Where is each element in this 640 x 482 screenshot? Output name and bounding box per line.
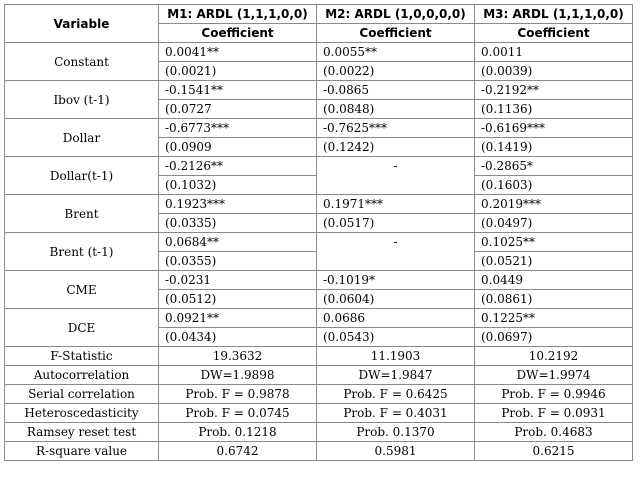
coefficient-value: -0.7625*** [317, 119, 475, 138]
coefficient-value: -0.2126** [159, 157, 317, 176]
diagnostic-value: 0.6742 [159, 442, 317, 461]
diagnostic-value: Prob. 0.1218 [159, 423, 317, 442]
coefficient-value: -0.0231 [159, 271, 317, 290]
standard-error-value: (0.0604) [317, 290, 475, 309]
diagnostic-value: 0.6215 [475, 442, 633, 461]
variable-name: Brent [5, 195, 159, 233]
model-header: M2: ARDL (1,0,0,0,0) [317, 5, 475, 24]
standard-error-value: (0.1419) [475, 138, 633, 157]
standard-error-value: (0.0861) [475, 290, 633, 309]
coefficient-row [5, 157, 633, 176]
diagnostic-value: DW=1.9974 [475, 366, 633, 385]
diagnostic-row [5, 442, 633, 461]
standard-error-value: (0.1603) [475, 176, 633, 195]
coefficient-row [5, 233, 633, 252]
standard-error-value: (0.0521) [475, 252, 633, 271]
standard-error-value: (0.0022) [317, 62, 475, 81]
variable-header: Variable [5, 5, 159, 43]
diagnostic-name: F-Statistic [5, 347, 159, 366]
diagnostic-name: R-square value [5, 442, 159, 461]
coefficient-value: 0.0449 [475, 271, 633, 290]
table-body [5, 43, 633, 461]
coefficient-value: -0.6169*** [475, 119, 633, 138]
diagnostic-row [5, 347, 633, 366]
variable-name: Ibov (t-1) [5, 81, 159, 119]
standard-error-value: (0.1136) [475, 100, 633, 119]
diagnostic-row [5, 366, 633, 385]
standard-error-value: (0.0497) [475, 214, 633, 233]
coefficient-value: -0.2865* [475, 157, 633, 176]
variable-name: Constant [5, 43, 159, 81]
standard-error-value: (0.0543) [317, 328, 475, 347]
diagnostic-value: Prob. 0.4683 [475, 423, 633, 442]
diagnostic-value: Prob. F = 0.6425 [317, 385, 475, 404]
diagnostic-value: 11.1903 [317, 347, 475, 366]
coefficient-header: Coefficient [317, 24, 475, 43]
diagnostic-value: Prob. F = 0.9946 [475, 385, 633, 404]
coefficient-header: Coefficient [159, 24, 317, 43]
coefficient-value: 0.2019*** [475, 195, 633, 214]
standard-error-value [317, 176, 475, 195]
diagnostic-name: Autocorrelation [5, 366, 159, 385]
standard-error-value: (0.0434) [159, 328, 317, 347]
coefficient-value: 0.1225** [475, 309, 633, 328]
header-row-models [5, 5, 633, 24]
diagnostic-value: Prob. 0.1370 [317, 423, 475, 442]
diagnostic-value: 0.5981 [317, 442, 475, 461]
coefficient-value: 0.0921** [159, 309, 317, 328]
diagnostic-row [5, 404, 633, 423]
diagnostic-value: 19.3632 [159, 347, 317, 366]
coefficient-value: 0.1923*** [159, 195, 317, 214]
diagnostic-value: 10.2192 [475, 347, 633, 366]
standard-error-value: (0.0697) [475, 328, 633, 347]
standard-error-value: (0.0021) [159, 62, 317, 81]
coefficient-value: - [317, 233, 475, 252]
table-header [5, 5, 633, 43]
standard-error-value: (0.0848) [317, 100, 475, 119]
coefficient-value: -0.1019* [317, 271, 475, 290]
coefficient-row [5, 309, 633, 328]
coefficient-value: 0.1025** [475, 233, 633, 252]
standard-error-value: (0.1242) [317, 138, 475, 157]
coefficient-value: -0.6773*** [159, 119, 317, 138]
coefficient-value: 0.0041** [159, 43, 317, 62]
standard-error-value: (0.0335) [159, 214, 317, 233]
diagnostic-value: Prob. F = 0.0745 [159, 404, 317, 423]
diagnostic-name: Heteroscedasticity [5, 404, 159, 423]
coefficient-row [5, 81, 633, 100]
coefficient-value: 0.0055** [317, 43, 475, 62]
variable-name: Dollar(t-1) [5, 157, 159, 195]
standard-error-value: (0.0512) [159, 290, 317, 309]
diagnostic-value: Prob. F = 0.4031 [317, 404, 475, 423]
standard-error-value: (0.0909 [159, 138, 317, 157]
coefficient-value: -0.2192** [475, 81, 633, 100]
diagnostic-name: Serial correlation [5, 385, 159, 404]
variable-name: DCE [5, 309, 159, 347]
regression-results-table [4, 4, 633, 461]
model-header: M3: ARDL (1,1,1,0,0) [475, 5, 633, 24]
diagnostic-row [5, 423, 633, 442]
diagnostic-value: Prob. F = 0.0931 [475, 404, 633, 423]
diagnostic-value: Prob. F = 0.9878 [159, 385, 317, 404]
standard-error-value: (0.1032) [159, 176, 317, 195]
standard-error-value: (0.0517) [317, 214, 475, 233]
standard-error-value [317, 252, 475, 271]
coefficient-row [5, 119, 633, 138]
coefficient-header: Coefficient [475, 24, 633, 43]
coefficient-value: 0.0684** [159, 233, 317, 252]
variable-name: Dollar [5, 119, 159, 157]
diagnostic-row [5, 385, 633, 404]
coefficient-row [5, 43, 633, 62]
coefficient-row [5, 195, 633, 214]
coefficient-value: 0.0686 [317, 309, 475, 328]
coefficient-value: 0.1971*** [317, 195, 475, 214]
coefficient-row [5, 271, 633, 290]
coefficient-value: - [317, 157, 475, 176]
diagnostic-value: DW=1.9898 [159, 366, 317, 385]
diagnostic-value: DW=1.9847 [317, 366, 475, 385]
standard-error-value: (0.0727 [159, 100, 317, 119]
coefficient-value: 0.0011 [475, 43, 633, 62]
diagnostic-name: Ramsey reset test [5, 423, 159, 442]
variable-name: Brent (t-1) [5, 233, 159, 271]
model-header: M1: ARDL (1,1,1,0,0) [159, 5, 317, 24]
standard-error-value: (0.0355) [159, 252, 317, 271]
variable-name: CME [5, 271, 159, 309]
coefficient-value: -0.1541** [159, 81, 317, 100]
coefficient-value: -0.0865 [317, 81, 475, 100]
standard-error-value: (0.0039) [475, 62, 633, 81]
